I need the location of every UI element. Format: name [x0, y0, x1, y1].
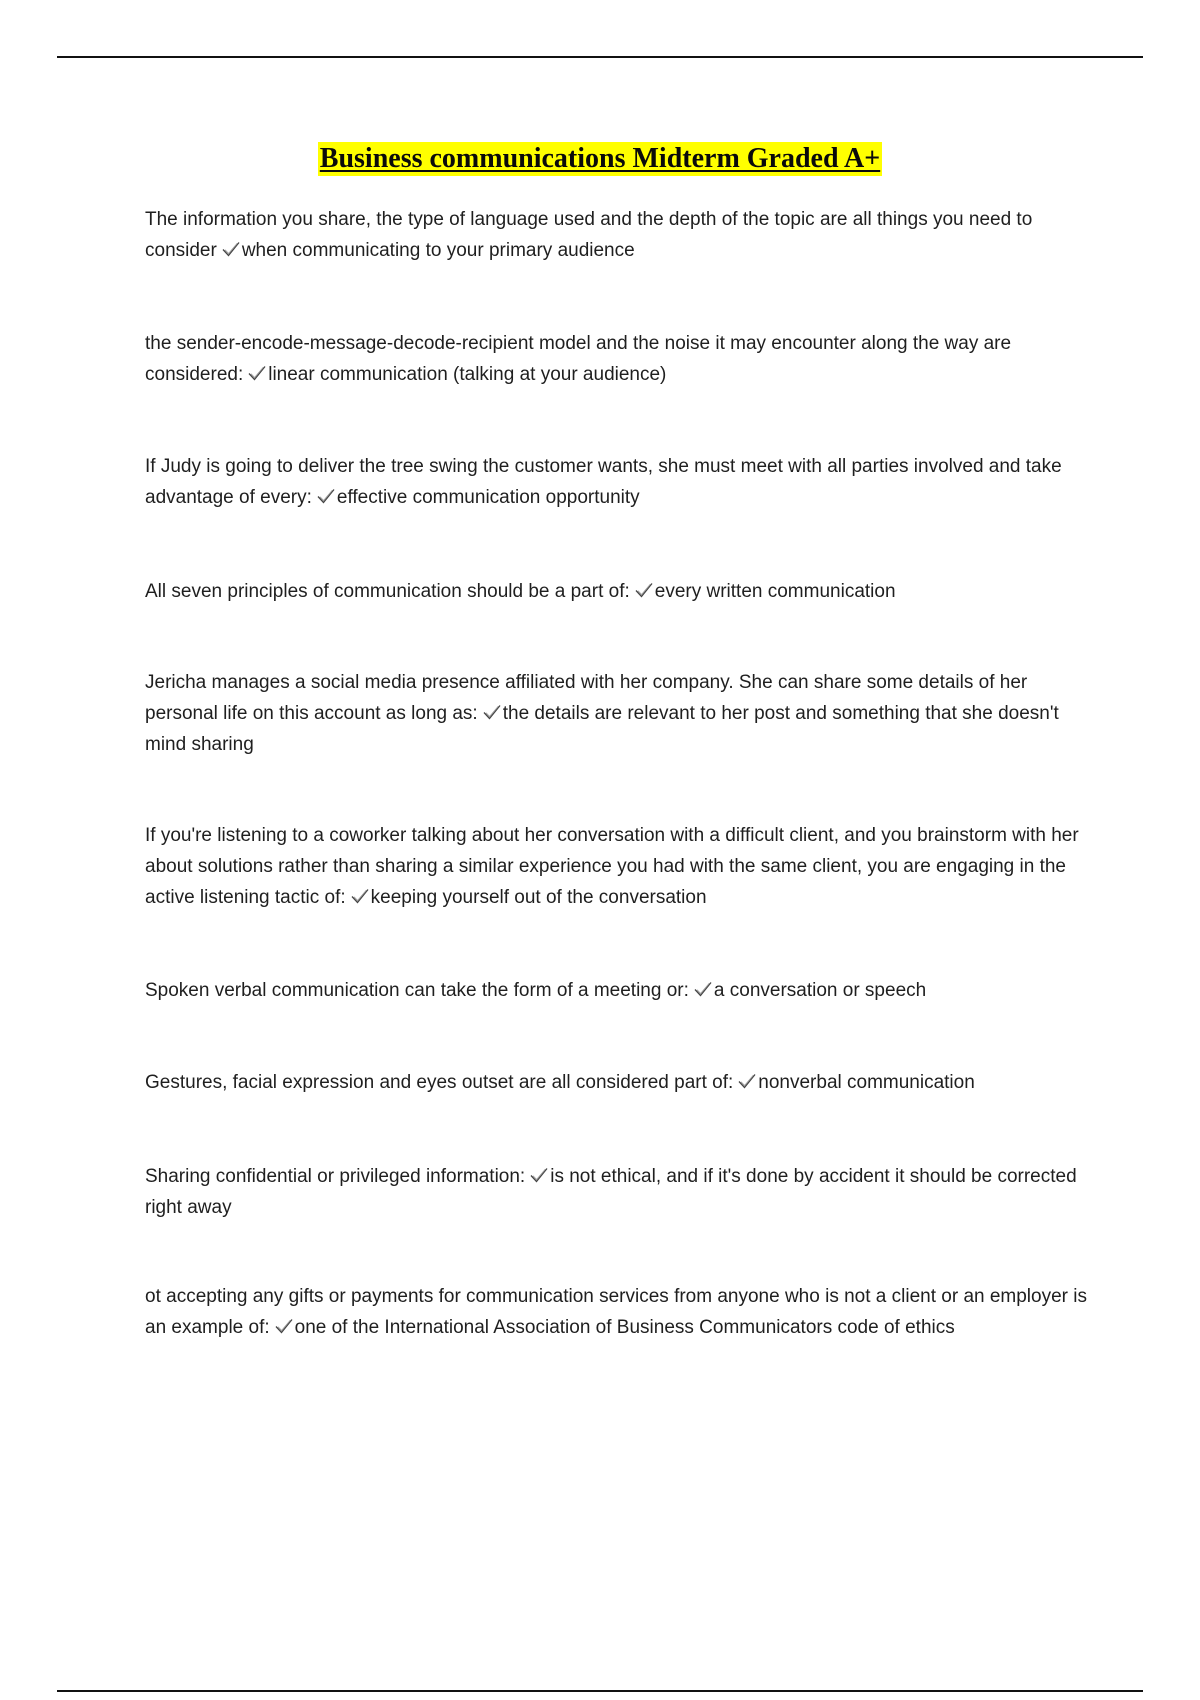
answer-text: every written communication — [654, 581, 896, 602]
question-text: The information you share, the type of language used and the depth of the topic are all things you need to consider — [145, 209, 1033, 261]
question-text: Spoken verbal communication can take the form of a meeting or: — [145, 980, 689, 1001]
question-text: If you're listening to a coworker talking about her conversation with a difficult client, and you brainstorm with her about solutions rather than sharing a similar experience you had with the same client, you are engaging in the active listening tactic of: — [145, 825, 1079, 908]
answer-text: nonverbal communication — [758, 1072, 975, 1093]
qa-item-3 — [145, 451, 1095, 513]
answer-text: a conversation or speech — [713, 980, 927, 1001]
bottom-divider — [57, 1690, 1143, 1692]
qa-item-9 — [145, 1161, 1095, 1223]
qa-item-5 — [145, 667, 1095, 760]
answer-text: effective communication opportunity — [336, 487, 640, 508]
question-text: Sharing confidential or privileged information: — [145, 1166, 526, 1187]
answer-text: linear communication (talking at your audience) — [268, 364, 667, 385]
question-text: If Judy is going to deliver the tree swing the customer wants, she must meet with all parties involved and take advantage of every: — [145, 456, 1062, 508]
answer-text: one of the International Association of Business Communicators code of ethics — [294, 1317, 955, 1338]
checkmark-icon — [737, 1072, 757, 1090]
answer-text: the details are relevant to her post and something that she doesn't mind sharing — [145, 703, 1059, 755]
title-block — [0, 142, 1200, 176]
qa-item-10 — [145, 1281, 1095, 1343]
qa-item-6 — [145, 820, 1095, 913]
checkmark-icon — [316, 487, 336, 505]
answer-text: is not ethical, and if it's done by accident it should be corrected right away — [145, 1166, 1077, 1218]
answer-text: keeping yourself out of the conversation — [370, 887, 707, 908]
qa-item-1 — [145, 204, 1095, 266]
checkmark-icon — [482, 703, 502, 721]
checkmark-icon — [634, 581, 654, 599]
qa-item-2 — [145, 328, 1095, 390]
top-divider — [57, 56, 1143, 58]
checkmark-icon — [221, 240, 241, 258]
question-text: the sender-encode-message-decode-recipient model and the noise it may encounter along the way are considered: — [145, 333, 1012, 385]
question-text: Gestures, facial expression and eyes outset are all considered part of: — [145, 1072, 734, 1093]
checkmark-icon — [350, 887, 370, 905]
qa-item-4 — [145, 576, 1095, 607]
answer-text: when communicating to your primary audience — [241, 240, 635, 261]
question-text: Jericha manages a social media presence affiliated with her company. She can share some details of her personal life on this account as long as: — [145, 672, 1028, 724]
checkmark-icon — [247, 364, 267, 382]
qa-item-7 — [145, 975, 1095, 1006]
checkmark-icon — [274, 1317, 294, 1335]
checkmark-icon — [529, 1166, 549, 1184]
question-text: All seven principles of communication should be a part of: — [145, 581, 630, 602]
checkmark-icon — [693, 980, 713, 998]
qa-item-8 — [145, 1067, 1095, 1098]
document-title: Business communications Midterm Graded A+ — [319, 143, 881, 174]
question-text: ot accepting any gifts or payments for communication services from anyone who is not a client or an employer is an example of: — [145, 1286, 1087, 1338]
